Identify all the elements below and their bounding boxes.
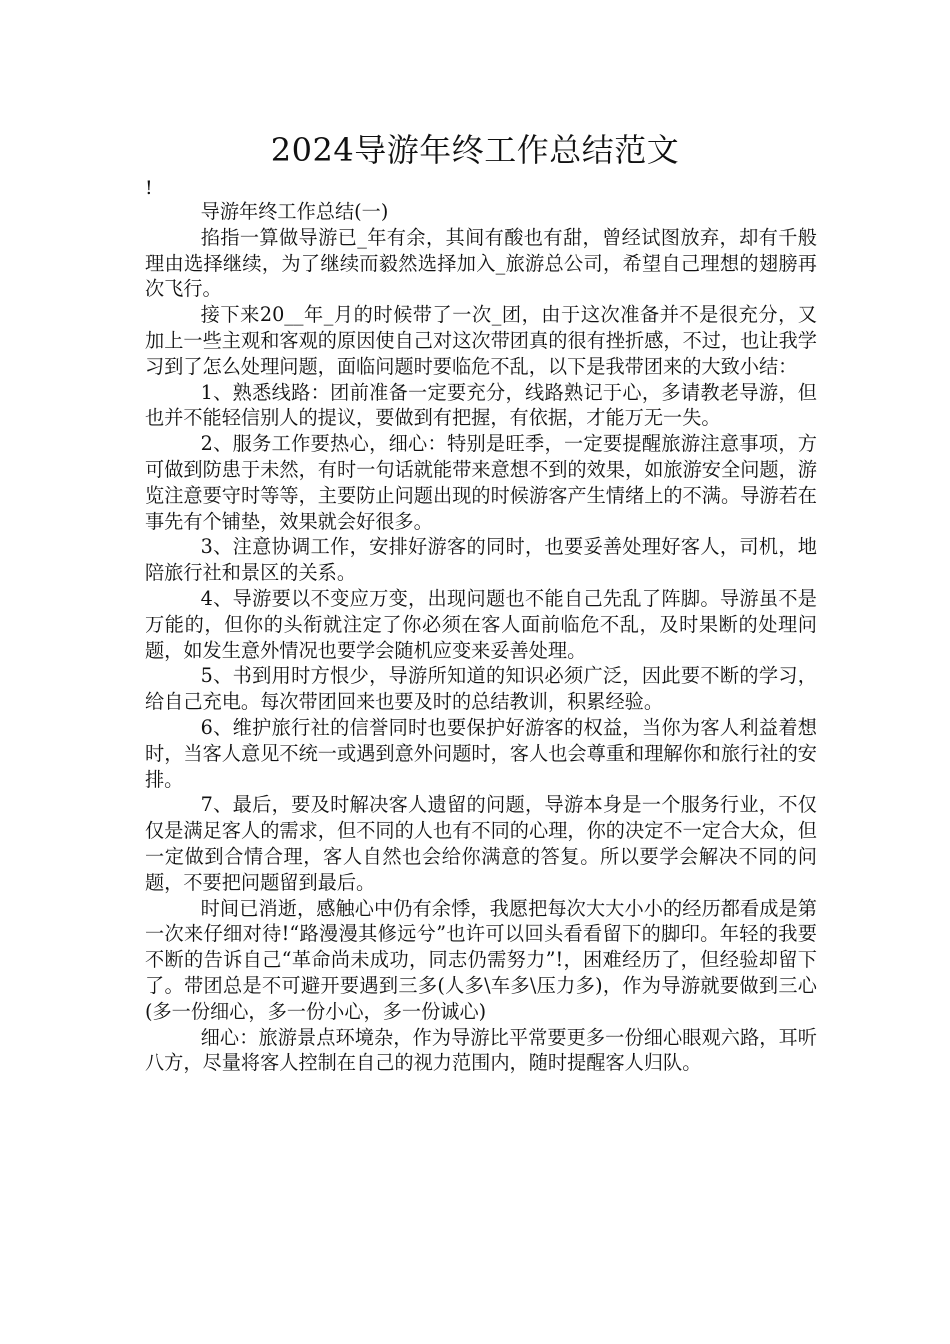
paragraph-point-1: 1、熟悉线路：团前准备一定要充分，线路熟记于心，多请教老导游，但也并不能轻信别人的提议，要做到有把握，有依据，才能万无一失。 — [145, 380, 817, 430]
paragraph-point-3: 3、注意协调工作，安排好游客的同时，也要妥善处理好客人，司机，地陪旅行社和景区的关系。 — [145, 535, 817, 585]
paragraph-attentive: 细心：旅游景点环境杂，作为导游比平常要更多一份细心眼观六路，耳听八方，尽量将客人控制在自己的视力范围内，随时提醒客人归队。 — [145, 1025, 817, 1075]
paragraph-intro: 掐指一算做导游已_年有余，其间有酸也有甜，曾经试图放弃，却有千般理由选择继续，为了继续而毅然选择加入_旅游总公司，希望自己理想的翅膀再次飞行。 — [145, 225, 817, 301]
paragraph-point-5: 5、书到用时方恨少，导游所知道的知识必须广泛，因此要不断的学习，给自己充电。每次带团回来也要及时的总结教训，积累经验。 — [145, 664, 817, 714]
paragraph-point-2: 2、服务工作要热心，细心：特别是旺季，一定要提醒旅游注意事项，方可做到防患于未然，有时一句话就能带来意想不到的效果，如旅游安全问题，游览注意要守时等等，主要防止问题出现的时候游客产生情绪上的不满。导游若在事先有个铺垫，效果就会好很多。 — [145, 432, 817, 533]
paragraph-point-7: 7、最后，要及时解决客人遗留的问题，导游本身是一个服务行业，不仅仅是满足客人的需求，但不同的人也有不同的心理，你的决定不一定合大众，但一定做到合情合理，客人自然也会给你满意的答复。所以要学会解决不同的问题，不要把问题留到最后。 — [145, 793, 817, 894]
document-title: 2024导游年终工作总结范文 — [270, 131, 680, 169]
document-body — [145, 199, 817, 1076]
exclamation-mark: ! — [145, 177, 153, 199]
paragraph-context: 接下来20__年_月的时候带了一次_团，由于这次准备并不是很充分，又加上一些主观和客观的原因使自己对这次带团真的很有挫折感，不过，也让我学习到了怎么处理问题，面临问题时要临危不乱，以下是我带团来的大致小结： — [145, 303, 817, 378]
paragraph-point-6: 6、维护旅行社的信誉同时也要保护好游客的权益，当你为客人利益着想时，当客人意见不统一或遇到意外问题时，客人也会尊重和理解你和旅行社的安排。 — [145, 715, 817, 791]
paragraph-point-4: 4、导游要以不变应万变，出现问题也不能自己先乱了阵脚。导游虽不是万能的，但你的头衔就注定了你必须在客人面前临危不乱，及时果断的处理问题，如发生意外情况也要学会随机应变来妥善处理。 — [145, 586, 817, 662]
paragraph-reflection: 时间已消逝，感触心中仍有余悸，我愿把每次大大小小的经历都看成是第一次来仔细对待!“路漫漫其修远兮”也许可以回头看看留下的脚印。年轻的我要不断的告诉自己“革命尚未成功，同志仍需努力”!，困难经历了，但经验却留下了。带团总是不可避开要遇到三多(人多\车多\压力多)，作为导游就要做到三心(多一份细心，多一份小心，多一份诚心) — [145, 896, 817, 1023]
section-heading: 导游年终工作总结(一) — [200, 200, 389, 223]
